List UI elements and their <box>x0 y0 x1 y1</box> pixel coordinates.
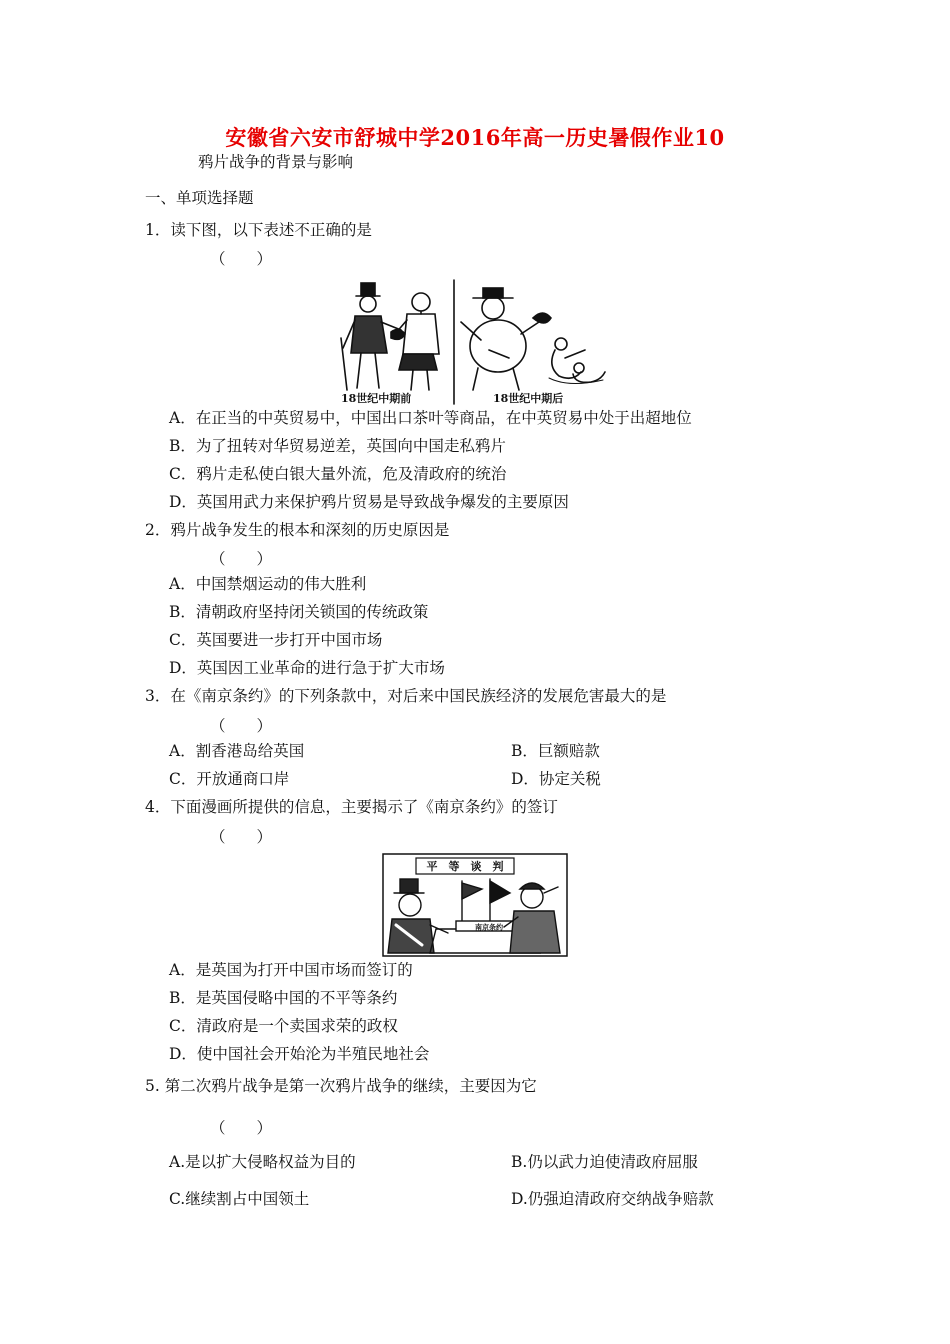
question-3-option-c: C．开放通商口岸 <box>169 770 290 788</box>
question-5-stem: 5. 第二次鸦片战争是第一次鸦片战争的继续，主要因为它 <box>145 1077 537 1095</box>
question-1-option-d: D．英国用武力来保护鸦片贸易是导致战争爆发的主要原因 <box>169 493 569 511</box>
question-2-option-d: D．英国因工业革命的进行急于扩大市场 <box>169 659 445 677</box>
subtitle: 鸦片战争的背景与影响 <box>198 153 354 171</box>
question-3-option-a: A．割香港岛给英国 <box>169 742 305 760</box>
question-2-option-b: B．清朝政府坚持闭关锁国的传统政策 <box>169 603 429 621</box>
question-5-option-a: A.是以扩大侵略权益为目的 <box>169 1153 356 1171</box>
question-5-option-b: B.仍以武力迫使清政府屈服 <box>511 1153 698 1171</box>
question-4-option-d: D．使中国社会开始沦为半殖民地社会 <box>169 1045 430 1063</box>
question-2-option-a: A．中国禁烟运动的伟大胜利 <box>169 575 367 593</box>
question-2-option-c: C．英国要进一步打开中国市场 <box>169 631 383 649</box>
question-5-option-d: D.仍强迫清政府交纳战争赔款 <box>511 1190 714 1208</box>
question-4-option-a: A．是英国为打开中国市场而签订的 <box>169 961 413 979</box>
figure-label-right: 18世纪中期后 <box>493 392 564 405</box>
question-1-stem: 1．读下图，以下表述不正确的是 <box>145 221 372 239</box>
question-2-stem: 2．鸦片战争发生的根本和深刻的历史原因是 <box>145 521 450 539</box>
question-1-option-b: B．为了扭转对华贸易逆差，英国向中国走私鸦片 <box>169 437 506 455</box>
page-title: 安徽省六安市舒城中学2016年高一历史暑假作业10 <box>225 125 725 150</box>
question-3-option-b: B．巨额赔款 <box>511 742 600 760</box>
question-4-stem: 4．下面漫画所提供的信息，主要揭示了《南京条约》的签订 <box>145 798 558 816</box>
question-3-option-d: D．协定关税 <box>511 770 601 788</box>
trade-cartoon-figure <box>333 278 613 408</box>
question-5-answer-blank: （ ） <box>210 1119 273 1137</box>
question-1-option-c: C．鸦片走私使白银大量外流，危及清政府的统治 <box>169 465 507 483</box>
question-3-stem: 3．在《南京条约》的下列条款中，对后来中国民族经济的发展危害最大的是 <box>145 687 667 705</box>
question-4-option-b: B．是英国侵略中国的不平等条约 <box>169 989 398 1007</box>
question-1-answer-blank: （ ） <box>210 250 273 268</box>
question-4-option-c: C．清政府是一个卖国求荣的政权 <box>169 1017 398 1035</box>
cartoon-treaty-document: 南京条约 <box>475 922 503 932</box>
question-1-option-a: A．在正当的中英贸易中，中国出口茶叶等商品，在中英贸易中处于出超地位 <box>169 409 692 427</box>
treaty-cartoon-figure <box>382 853 568 957</box>
figure-label-left: 18世纪中期前 <box>341 392 412 405</box>
section-heading: 一、单项选择题 <box>145 189 254 207</box>
cartoon-banner: 平 等 谈 判 <box>426 860 504 873</box>
question-4-answer-blank: （ ） <box>210 828 273 846</box>
question-5-option-c: C.继续割占中国领土 <box>169 1190 310 1208</box>
question-3-answer-blank: （ ） <box>210 717 273 735</box>
question-2-answer-blank: （ ） <box>210 550 273 568</box>
